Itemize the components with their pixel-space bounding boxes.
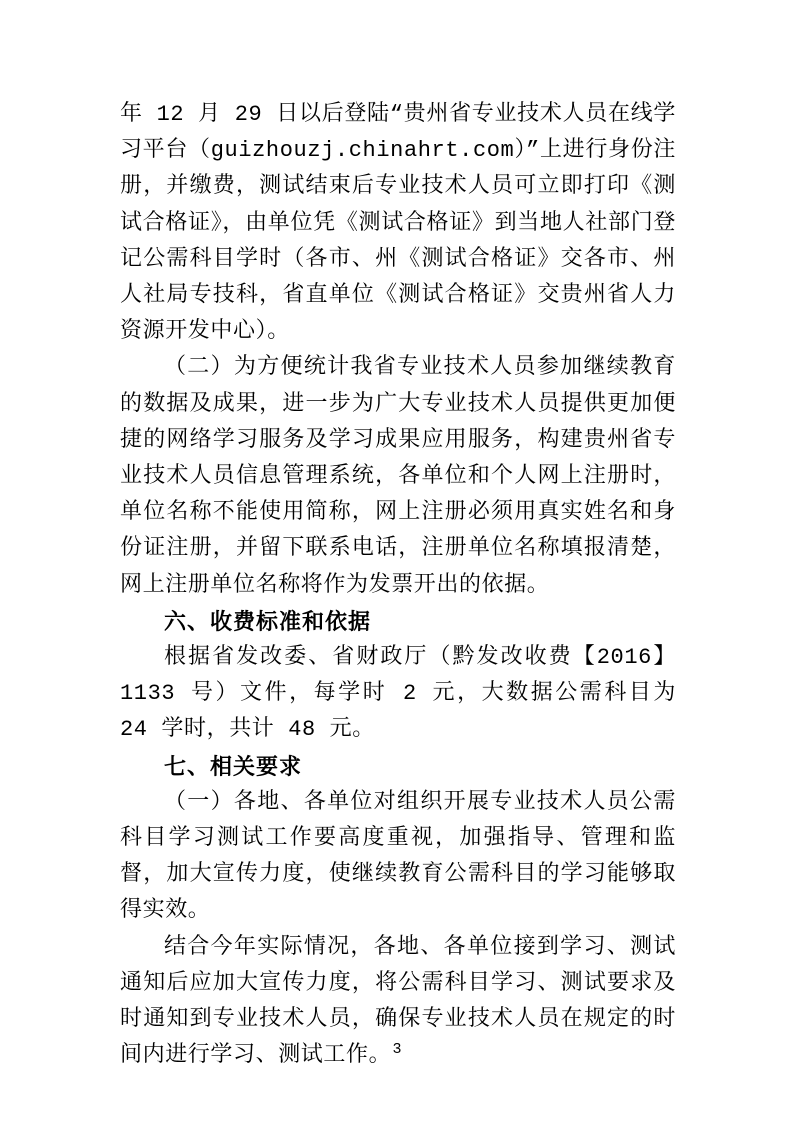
para-registration-procedure: 年 12 月 29 日以后登陆“贵州省专业技术人员在线学习平台（guizhouzj.chinahrt.com）”上进行身份注册，并缴费，测试结束后专业技术人员可立即打印《测试合格证》，由单位凭《测试合格证》到当地人社部门登记公需科目学时（各市、州《测试合格证》交各市、州人社局专技科，省直单位《测试合格证》交贵州省人力资源开发中心）。 <box>120 102 676 345</box>
heading-section-seven-requirements: 七、相关要求 <box>164 753 303 779</box>
para-item-two-online-registration: （二）为方便统计我省专业技术人员参加继续教育的数据及成果，进一步为广大专业技术人员提供更加便捷的网络学习服务及学习成果应用服务，构建贵州省专业技术人员信息管理系统，各单位和个人网上注册时，单位名称不能使用简称，网上注册必须用真实姓名和身份证注册，并留下联系电话，注册单位名称填报清楚，网上注册单位名称将作为发票开出的依据。 <box>120 355 676 598</box>
para-fee-basis: 根据省发改委、省财政厅（黔发改收费【2016】1133 号）文件，每学时 2 元，大数据公需科目为 24 学时，共计 48 元。 <box>120 645 676 743</box>
document-body <box>120 97 676 1074</box>
page-number: 3 <box>392 1041 402 1058</box>
heading-section-six-fee-standard: 六、收费标准和依据 <box>164 608 372 634</box>
para-item-one-importance: （一）各地、各单位对组织开展专业技术人员公需科目学习测试工作要高度重视，加强指导、管理和监督，加大宣传力度，使继续教育公需科目的学习能够取得实效。 <box>120 789 676 924</box>
para-publicity-notification: 结合今年实际情况，各地、各单位接到学习、测试通知后应加大宣传力度，将公需科目学习、测试要求及时通知到专业技术人员，确保专业技术人员在规定的时间内进行学习、测试工作。 <box>120 934 676 1069</box>
